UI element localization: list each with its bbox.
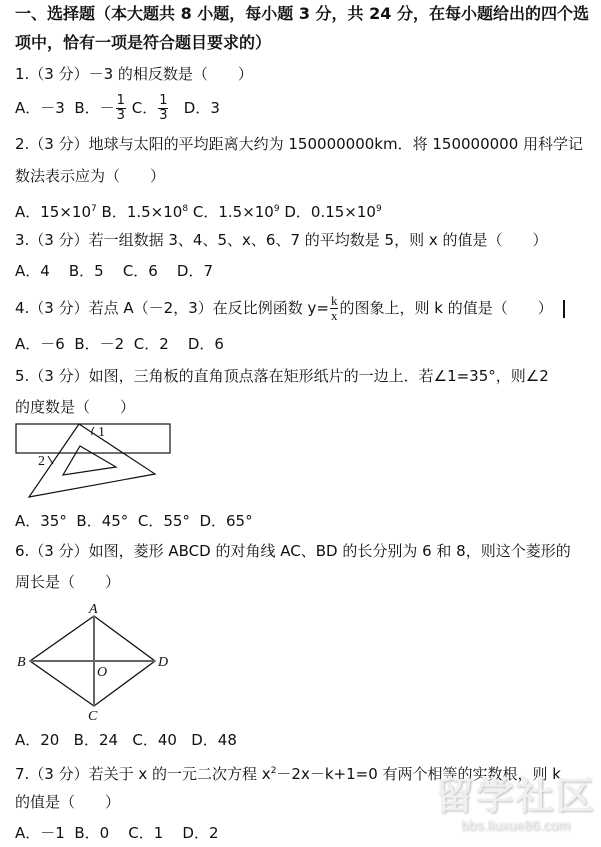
q4-option-c: C．2 bbox=[133, 335, 169, 353]
q7-option-a: A．－1 bbox=[15, 824, 65, 842]
watermark bbox=[430, 777, 601, 839]
q2-option-b: B．$1.5\times 10^8$ bbox=[101, 203, 189, 221]
q3-option-a: A．4 bbox=[15, 262, 50, 280]
vertex-d-label: D bbox=[158, 655, 169, 670]
q1-option-d: D．3 bbox=[183, 99, 220, 117]
q7-option-d: D．2 bbox=[182, 824, 219, 842]
q4-option-b: B．－2 bbox=[74, 335, 125, 353]
q3-option-d: D．7 bbox=[176, 262, 214, 280]
watermark-logo-text: 留学社区 bbox=[435, 776, 596, 818]
question-2-stem-line1: 2.（3 分）地球与太阳的平均距离大约为 150000000km．将 150000000 用科学记 bbox=[15, 135, 584, 153]
q3-option-c: C．6 bbox=[122, 262, 158, 280]
q1-option-a: A．－3 bbox=[15, 99, 65, 117]
question-2-stem-line2: 数法表示应为（ ） bbox=[15, 167, 166, 185]
q3-option-b: B．5 bbox=[68, 262, 104, 280]
q2-option-d: D．$0.15\times 10^9$ bbox=[284, 203, 382, 221]
question-6-options bbox=[15, 730, 237, 750]
question-6-stem-line1: 6.（3 分）如图，菱形 ABCD 的对角线 AC、BD 的长分别为 6 和 8，则这个菱形的 bbox=[15, 542, 571, 560]
q2-option-c: C．$1.5\times 10^9$ bbox=[192, 203, 280, 221]
q5-option-d: D．65° bbox=[199, 512, 253, 530]
question-6-stem-line2: 周长是（ ） bbox=[15, 573, 121, 591]
q6-option-d: D．48 bbox=[191, 731, 237, 749]
question-7-options bbox=[15, 823, 219, 843]
question-4-options bbox=[15, 334, 224, 354]
question-7-stem-line2: 的值是（ ） bbox=[15, 793, 121, 811]
section-title-line1: 一、选择题（本大题共 8 小题，每小题 3 分，共 24 分，在每小题给出的四个选 bbox=[15, 4, 589, 23]
question-4-stem: 4.（3 分）若点 A（－2，3）在反比例函数 y= $\frac{k}{x}$ 的图象上，则 k 的值是（ ） bbox=[15, 294, 565, 323]
q2-option-a: A．$15\times 10^7$ bbox=[15, 203, 97, 221]
q5-option-a: A．35° bbox=[15, 512, 67, 530]
text-cursor bbox=[563, 300, 565, 318]
question-2-options bbox=[15, 199, 382, 222]
q4-option-d: D．6 bbox=[187, 335, 224, 353]
q1-option-c: C． $\frac{1}{3}$ bbox=[131, 93, 168, 123]
question-1-stem: 1.（3 分）－3 的相反数是（ ） bbox=[15, 65, 253, 83]
k-over-x-fraction: $\frac{k}{x}$ bbox=[330, 293, 338, 323]
question-7-stem-line1: 7.（3 分）若关于 x 的一元二次方程 $x^2-2x-k+1=0$ 有两个相等的实数根，则 k bbox=[15, 765, 561, 783]
question-6-rhombus-figure bbox=[0, 598, 200, 723]
vertex-b-label: B bbox=[17, 655, 26, 670]
q6-option-b: B．24 bbox=[73, 731, 119, 749]
q6-option-a: A．20 bbox=[15, 731, 60, 749]
angle-2-label: 2 bbox=[38, 454, 45, 469]
question-5-stem-line1: 5.（3 分）如图，三角板的直角顶点落在矩形纸片的一边上．若∠1=35°，则∠2 bbox=[15, 367, 549, 385]
q5-option-c: C．55° bbox=[137, 512, 190, 530]
question-5-options bbox=[15, 511, 253, 531]
question-3-options bbox=[15, 261, 213, 281]
vertex-a-label: A bbox=[89, 602, 98, 617]
angle-1-label: 1 bbox=[98, 425, 105, 440]
section-title-line2: 项中，恰有一项是符合题目要求的） bbox=[15, 33, 272, 52]
question-5-figure bbox=[0, 415, 200, 505]
q6-option-c: C．40 bbox=[132, 731, 177, 749]
q7-option-c: C．1 bbox=[128, 824, 164, 842]
q5-option-b: B．45° bbox=[76, 512, 129, 530]
question-1-options bbox=[15, 94, 220, 123]
q7-option-b: B．0 bbox=[74, 824, 110, 842]
q4-option-a: A．－6 bbox=[15, 335, 65, 353]
vertex-c-label: C bbox=[88, 709, 98, 723]
question-5-stem-line2: 的度数是（ ） bbox=[15, 398, 136, 416]
watermark-url: bbs.liuxue86.com bbox=[461, 817, 570, 833]
question-3-stem: 3.（3 分）若一组数据 3、4、5、x、6、7 的平均数是 5，则 x 的值是（ ） bbox=[15, 231, 548, 249]
center-o-label: O bbox=[97, 665, 108, 680]
q1-option-b: B．－ $\frac{1}{3}$ bbox=[74, 93, 125, 123]
